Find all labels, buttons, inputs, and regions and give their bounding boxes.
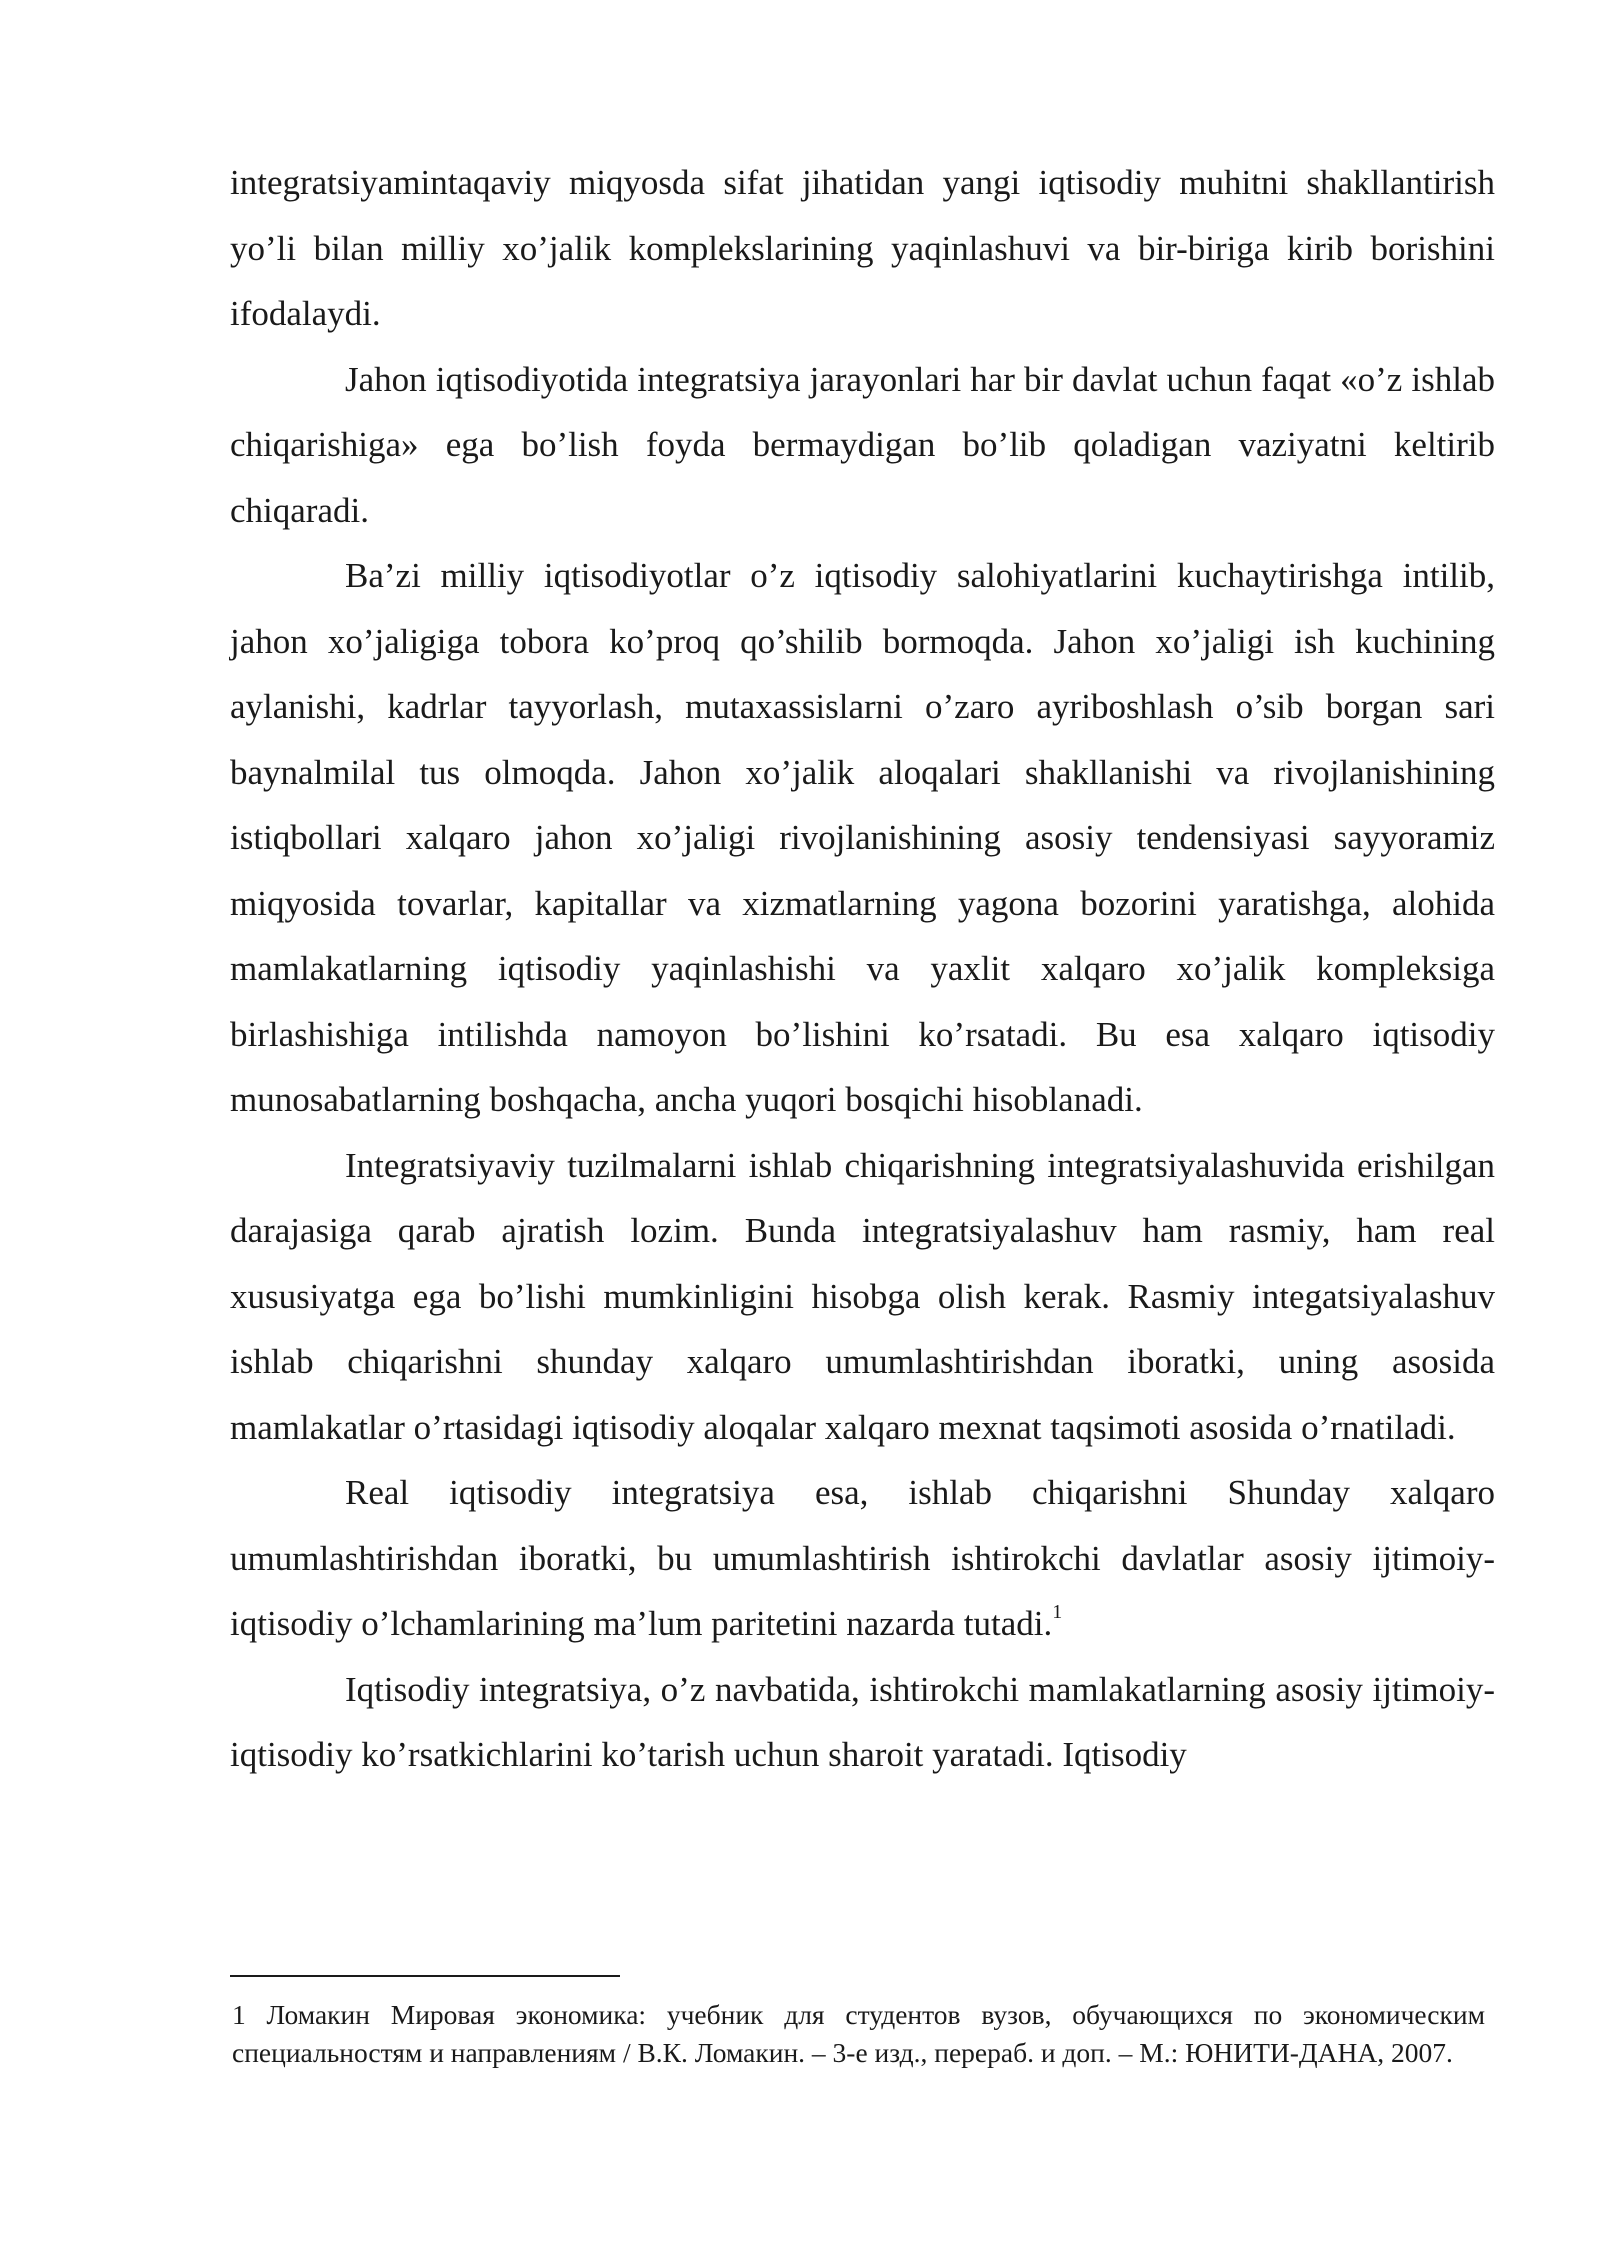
paragraph-5-text: Real iqtisodiy integratsiya esa, ishlab chiqarishni Shunday xalqaro umumlashtirishdan iboratki, bu umumlashtirish ishtirokchi davlatlar asosiy ijtimoiy-iqtisodiy o’lchamlarining ma’lum paritetini nazarda tutadi. bbox=[230, 1473, 1495, 1643]
footnote-reference: 1 bbox=[1052, 1601, 1063, 1624]
footnote-separator bbox=[230, 1975, 620, 1977]
footnotes bbox=[232, 1996, 1485, 2072]
footnote-text: Ломакин Мировая экономика: учебник для студентов вузов, обучающихся по экономическим специальностям и направлениям / В.К. Ломакин. – 3-е изд., перераб. и доп. – М.: ЮНИТИ-ДАНА, 2007. bbox=[232, 1999, 1485, 2068]
paragraph-5 bbox=[230, 1460, 1495, 1657]
paragraph-6: Iqtisodiy integratsiya, o’z navbatida, ishtirokchi mamlakatlarning asosiy ijtimoiy-iqtisodiy ko’rsatkichlarini ko’tarish uchun sharoit yaratadi. Iqtisodiy bbox=[230, 1669, 1495, 1774]
paragraph-3: Ba’zi milliy iqtisodiyotlar o’z iqtisodiy salohiyatlarini kuchaytirishga intilib, jahon xo’jaligiga tobora ko’proq qo’shilib bormoqda. Jahon xo’jaligi ish kuchining aylanishi, kadrlar tayyorlash, mutaxassislarni o’zaro ayriboshlash o’sib borgan sari baynalmilal tus olmoqda. Jahon xo’jalik aloqalari shakllanishi va rivojlanishining istiqbollari xalqaro jahon xo’jaligi rivojlanishining asosiy tendensiyasi sayyoramiz miqyosida tovarlar, kapitallar va xizmatlarning yagona bozorini yaratishga, alohida mamlakatlarning iqtisodiy yaqinlashishi va yaxlit xalqaro xo’jalik kompleksiga birlashishiga intilishda namoyon bo’lishini ko’rsatadi. Bu esa xalqaro iqtisodiy munosabatlarning boshqacha, ancha yuqori bosqichi hisoblanadi. bbox=[230, 556, 1495, 1119]
paragraph-1: integratsiyamintaqaviy miqyosda sifat jihatidan yangi iqtisodiy muhitni shakllantirish yo’li bilan milliy xo’jalik komplekslarining yaqinlashuvi va bir-biriga kirib borishini ifodalaydi. bbox=[230, 163, 1495, 333]
paragraph-4: Integratsiyaviy tuzilmalarni ishlab chiqarishning integratsiyalashuvida erishilgan darajasiga qarab ajratish lozim. Bunda integratsiyalashuv ham rasmiy, ham real xususiyatga ega bo’lishi mumkinligini hisobga olish kerak. Rasmiy integatsiyalashuv ishlab chiqarishni shunday xalqaro umumlashtirishdan iboratki, uning asosida mamlakatlar o’rtasidagi iqtisodiy aloqalar xalqaro mexnat taqsimoti asosida o’rnatiladi. bbox=[230, 1145, 1495, 1447]
footnote-number: 1 bbox=[232, 1999, 246, 2030]
paragraph-2: Jahon iqtisodiyotida integratsiya jarayonlari har bir davlat uchun faqat «o’z ishlab chiqarishiga» ega bo’lish foyda bermaydigan bo’lib qoladigan vaziyatni keltirib chiqaradi. bbox=[230, 359, 1495, 530]
footnote-1 bbox=[232, 1996, 1485, 2072]
body-text bbox=[230, 150, 1495, 1788]
